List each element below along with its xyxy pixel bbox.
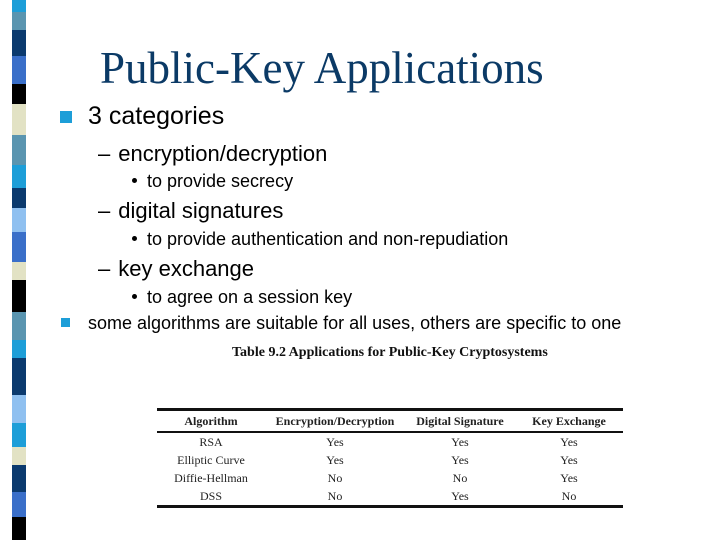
strip-segment — [12, 12, 26, 30]
strip-segment — [12, 56, 26, 84]
table-row — [157, 469, 623, 487]
cell-algorithm: RSA — [199, 434, 223, 449]
sub-bullet-key-exchange — [98, 256, 254, 282]
detail-label: to agree on a session key — [147, 287, 353, 307]
strip-segment — [12, 280, 26, 312]
cell-encryption: No — [265, 487, 405, 507]
cell-key-exchange: Yes — [560, 470, 578, 485]
header-encryption: Encryption/Decryption — [265, 410, 405, 433]
cell-encryption: Yes — [326, 434, 344, 449]
square-bullet-icon — [60, 111, 72, 123]
dash-icon: – — [98, 141, 111, 166]
table-row — [157, 432, 623, 451]
detail-label: to provide secrecy — [147, 171, 294, 191]
sub-bullet-signatures — [98, 198, 283, 224]
dash-icon: – — [98, 198, 111, 223]
cell-algorithm: DSS — [157, 487, 265, 507]
strip-segment — [12, 30, 26, 56]
cell-encryption: No — [327, 470, 343, 485]
dash-icon: – — [98, 256, 111, 281]
dot-bullet-icon — [132, 236, 137, 241]
strip-segment — [12, 135, 26, 165]
detail-session-key — [132, 287, 352, 308]
strip-segment — [12, 0, 26, 12]
strip-segment — [12, 340, 26, 358]
cell-key-exchange: Yes — [560, 452, 578, 467]
cell-key-exchange: Yes — [560, 434, 578, 449]
cell-signature: No — [452, 470, 468, 485]
cell-key-exchange: No — [515, 487, 623, 507]
dot-bullet-icon — [132, 178, 137, 183]
cell-algorithm: Diffie-Hellman — [174, 470, 248, 485]
detail-secrecy — [132, 171, 293, 192]
header-key-exchange: Key Exchange — [515, 410, 623, 433]
bullet-algorithms: some algorithms are suitable for all uses, others are specific to one — [88, 313, 622, 333]
cell-signature: Yes — [405, 487, 515, 507]
sub-bullet-label: key exchange — [118, 256, 255, 281]
strip-segment — [12, 517, 26, 540]
strip-segment — [12, 104, 26, 135]
header-signature: Digital Signature — [405, 410, 515, 433]
strip-segment — [12, 165, 26, 188]
dot-bullet-icon — [132, 294, 137, 299]
strip-segment — [12, 84, 26, 104]
square-bullet-icon — [61, 318, 70, 327]
table-caption: Table 9.2 Applications for Public-Key Cryptosystems — [232, 345, 548, 360]
strip-segment — [12, 262, 26, 280]
sub-bullet-label: encryption/decryption — [118, 141, 328, 166]
strip-segment — [12, 188, 26, 208]
table-row — [157, 487, 623, 507]
bullet-categories: 3 categories — [88, 102, 225, 130]
detail-authentication — [132, 229, 508, 250]
cell-signature: Yes — [451, 434, 469, 449]
decorative-color-strip — [12, 0, 26, 540]
cell-encryption: Yes — [326, 452, 344, 467]
cell-signature: Yes — [451, 452, 469, 467]
applications-table — [157, 408, 623, 508]
strip-segment — [12, 208, 26, 232]
strip-segment — [12, 423, 26, 447]
detail-label: to provide authentication and non-repudiation — [147, 229, 509, 249]
strip-segment — [12, 447, 26, 465]
table-header-row — [157, 410, 623, 433]
header-algorithm: Algorithm — [157, 410, 265, 433]
sub-bullet-encryption — [98, 141, 327, 167]
strip-segment — [12, 465, 26, 492]
slide-title: Public-Key Applications — [100, 43, 544, 93]
strip-segment — [12, 312, 26, 340]
strip-segment — [12, 395, 26, 423]
cell-algorithm: Elliptic Curve — [177, 452, 245, 467]
table-row — [157, 451, 623, 469]
strip-segment — [12, 358, 26, 395]
sub-bullet-label: digital signatures — [118, 198, 284, 223]
strip-segment — [12, 492, 26, 517]
strip-segment — [12, 232, 26, 262]
